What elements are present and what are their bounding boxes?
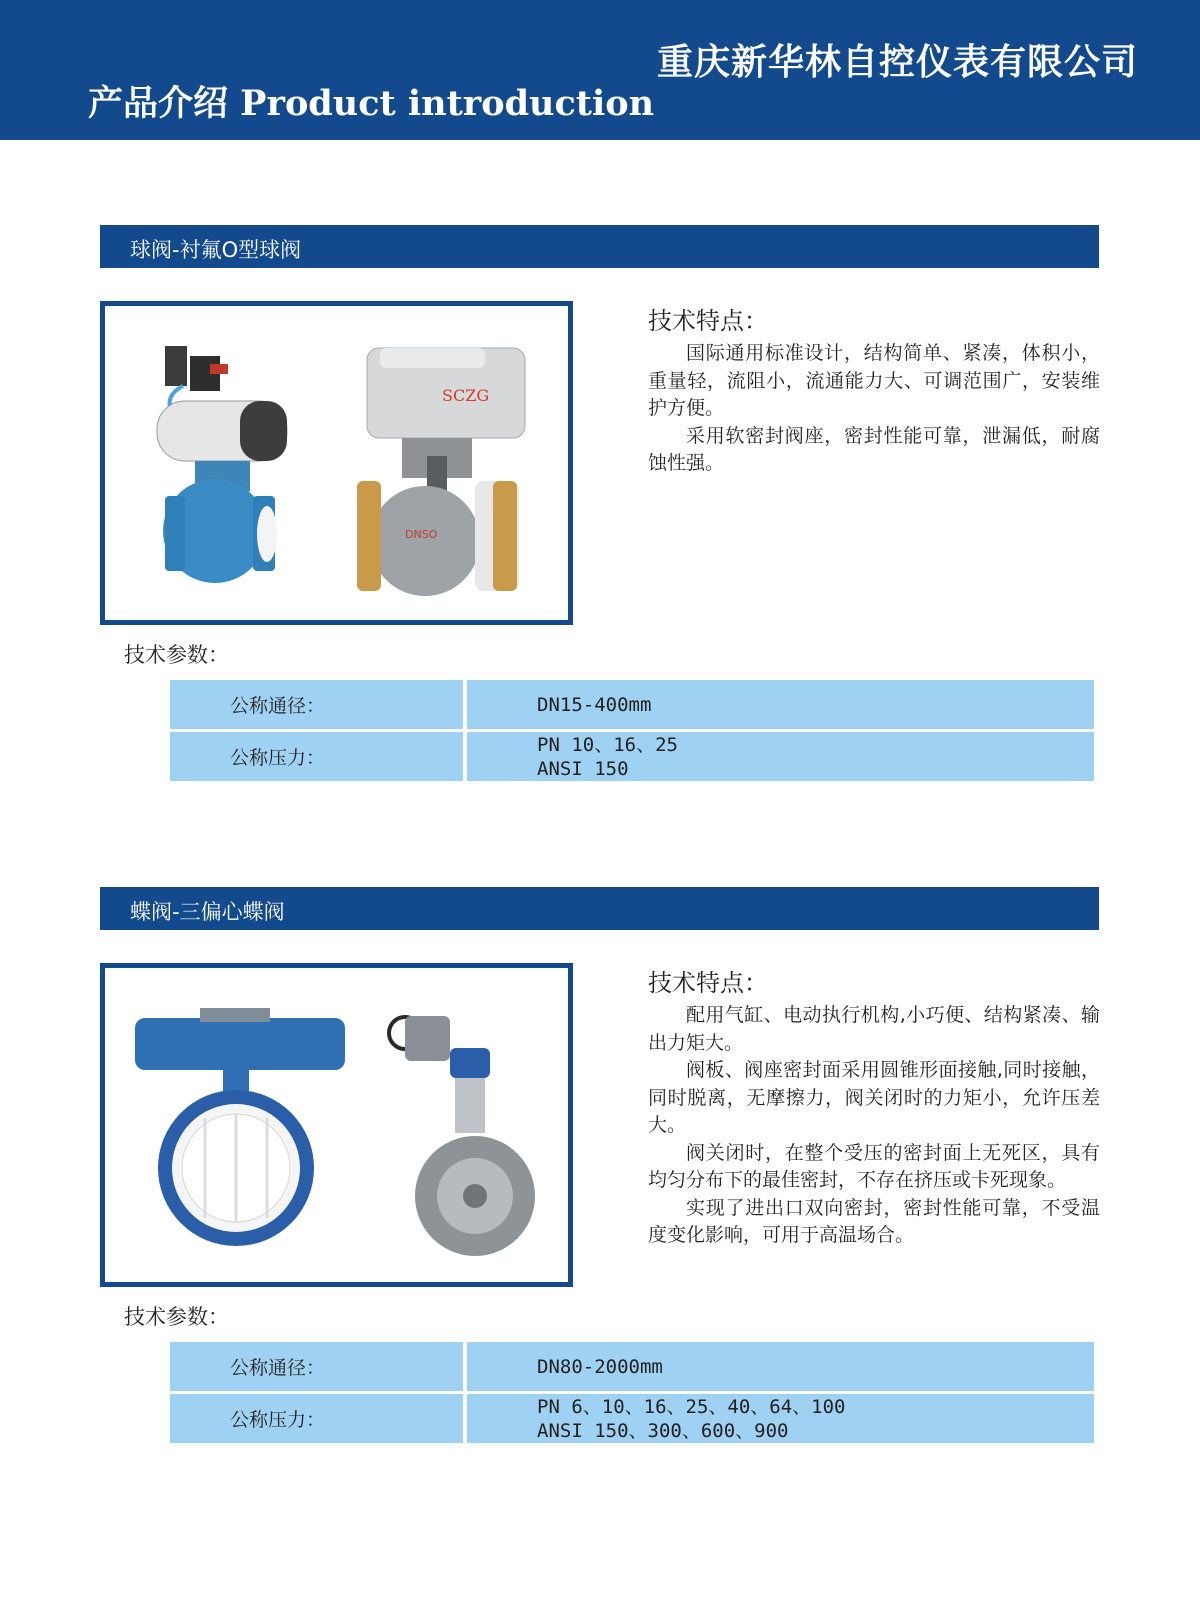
electric-butterfly-valve-image xyxy=(389,1016,535,1256)
electric-ball-valve-image xyxy=(357,348,525,596)
param-value-line: ANSI 150 xyxy=(537,757,629,780)
section-title: 蝶阀-三偏心蝶阀 xyxy=(130,900,285,924)
table-row xyxy=(170,680,1094,729)
params-label: 技术参数： xyxy=(124,643,229,667)
param-key: 公称通径： xyxy=(170,680,463,729)
param-value-line: PN 6、10、16、25、40、64、100 xyxy=(537,1395,846,1418)
product-photo-ball-valve xyxy=(100,301,573,625)
params-table xyxy=(170,680,1094,784)
page-header xyxy=(0,0,1200,140)
param-value xyxy=(467,680,1094,729)
param-key: 公称通径： xyxy=(170,1342,463,1391)
pneumatic-butterfly-valve-image xyxy=(135,1008,345,1246)
feature-paragraph: 实现了进出口双向密封，密封性能可靠，不受温度变化影响，可用于高温场合。 xyxy=(648,1196,1100,1246)
brand-mark: SCZG xyxy=(442,386,490,405)
butterfly-valve-illustration xyxy=(105,968,568,1282)
feature-paragraph: 阀关闭时，在整个受压的密封面上无死区，具有均匀分布下的最佳密封，不存在挤压或卡死现象。 xyxy=(648,1141,1100,1191)
param-value xyxy=(467,1342,1094,1391)
section-title-bar xyxy=(100,887,1099,930)
param-value xyxy=(467,1394,1094,1443)
ball-valve-illustration xyxy=(105,306,568,620)
table-row xyxy=(170,732,1094,781)
features-title: 技术特点： xyxy=(648,307,768,335)
param-key: 公称压力： xyxy=(170,732,463,781)
section-title: 球阀-衬氟O型球阀 xyxy=(130,238,302,262)
product-section-ball-valve xyxy=(0,225,1200,885)
table-row xyxy=(170,1342,1094,1391)
param-value-line: PN 10、16、25 xyxy=(537,733,678,756)
param-value-line: DN15-400mm xyxy=(537,693,652,716)
product-section-butterfly-valve xyxy=(0,887,1200,1547)
features-block xyxy=(648,963,1100,1250)
feature-paragraph: 国际通用标准设计，结构简单、紧凑，体积小，重量轻，流阻小，流通能力大、可调范围广，安装维护方便。 xyxy=(648,342,1100,419)
param-value-line: DN80-2000mm xyxy=(537,1355,663,1378)
features-block xyxy=(648,301,1100,478)
feature-paragraph: 采用软密封阀座，密封性能可靠，泄漏低，耐腐蚀性强。 xyxy=(648,424,1100,474)
feature-paragraph: 配用气缸、电动执行机构,小巧便、结构紧凑、输出力矩大。 xyxy=(648,1004,1100,1054)
params-label: 技术参数： xyxy=(124,1305,229,1329)
valve-body-mark: DNSO xyxy=(405,528,438,541)
section-title-bar xyxy=(100,225,1099,268)
product-photo-butterfly-valve xyxy=(100,963,573,1287)
company-name: 重庆新华林自控仪表有限公司 xyxy=(656,42,1138,83)
features-title: 技术特点： xyxy=(648,969,768,997)
pneumatic-ball-valve-image xyxy=(157,346,287,583)
param-value-line: ANSI 150、300、600、900 xyxy=(537,1419,789,1442)
table-row xyxy=(170,1394,1094,1443)
param-value xyxy=(467,732,1094,781)
param-key: 公称压力： xyxy=(170,1394,463,1443)
params-table xyxy=(170,1342,1094,1446)
page-title: 产品介绍 Product introduction xyxy=(88,83,655,124)
feature-paragraph: 阀板、阀座密封面采用圆锥形面接触,同时接触，同时脱离，无摩擦力，阀关闭时的力矩小，允许压差大。 xyxy=(648,1059,1100,1136)
